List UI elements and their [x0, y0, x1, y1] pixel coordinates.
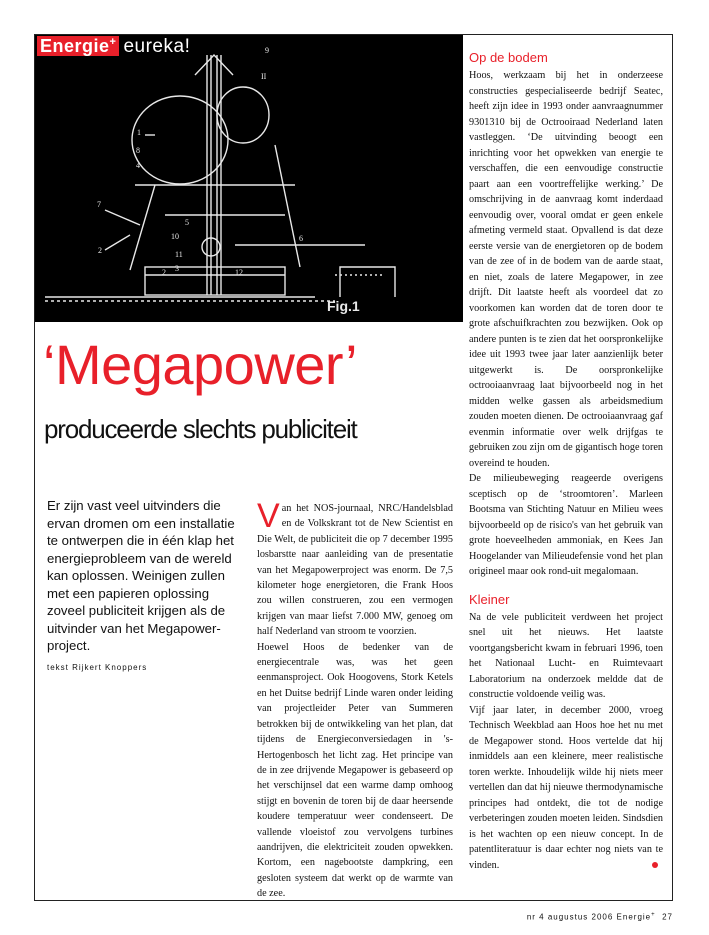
svg-text:2: 2	[98, 246, 102, 255]
patent-figure	[35, 35, 463, 322]
page-number: 27	[662, 912, 673, 922]
paragraph	[257, 497, 453, 640]
brand-logo	[37, 36, 119, 56]
page-footer	[527, 912, 673, 922]
section-label: eureka!	[123, 36, 191, 57]
paragraph: Vijf jaar later, in december 2000, vroeg Technisch Weekblad aan Hoos hoe het nu met de Megapower stond. Hoos vertelde dat hij inmiddels aan een kleinere, meer realistische toren werkte. Inhoudelijk wilde hij niets meer vertellen dan dat hij nieuwe thermodynamische principes had ontdekt, die tot de nodige verbeteringen zouden moeten leiden. Sindsdien is het wachten op een nieuw concept. In de patentliteratuur is daar echter nog niets van te vinden.	[469, 704, 663, 871]
footer-plus: +	[651, 912, 656, 918]
article-subtitle: produceerde slechts publiciteit	[44, 414, 357, 444]
brand-plus: +	[109, 36, 117, 48]
svg-text:8: 8	[136, 146, 140, 155]
svg-text:7: 7	[97, 200, 101, 209]
intro-paragraph: Er zijn vast veel uitvinders die ervan dromen om een installatie te ontwerpen die in één klap het energieprobleem van de wereld kan oplossen. Weinigen zullen met een papieren oplossing zoveel publiciteit krijgen als de uitvinder van het Megapower-project.	[47, 498, 235, 653]
section-heading: Kleiner	[469, 591, 510, 607]
svg-text:3: 3	[175, 264, 179, 273]
svg-text:11: 11	[175, 250, 183, 259]
patent-drawing	[35, 35, 463, 322]
svg-text:9: 9	[265, 46, 269, 55]
svg-text:10: 10	[171, 232, 179, 241]
article-title: ‘Megapower’	[43, 333, 358, 396]
paragraph-text: an het NOS-journaal, NRC/Handelsblad en de Volkskrant tot de New Scientist en Die Welt, de publiciteit die op 7 december 1995 losbarstte naar aanleiding van de presentatie van het Megapowerproject was enorm. De 7,5 kilometer hoge energietoren, die Frank Hoos zou willen construeren, zou een vermogen krijgen van maar liefst 7.000 MW, genoeg om half Nederland van stroom te voorzien.	[257, 503, 453, 638]
byline: tekst Rijkert Knoppers	[47, 663, 148, 672]
svg-text:2: 2	[162, 268, 166, 277]
section-heading: Op de bodem	[469, 50, 548, 65]
footer-issue: nr 4 augustus 2006 Energie	[526, 912, 652, 922]
svg-text:1: 1	[137, 128, 141, 137]
dropcap: V	[257, 497, 280, 535]
svg-text:12: 12	[235, 268, 243, 277]
svg-text:6: 6	[299, 234, 303, 243]
svg-text:II: II	[261, 72, 267, 81]
figure-caption: Fig.1	[327, 298, 360, 314]
masthead	[37, 36, 190, 58]
body-column-1	[257, 497, 453, 902]
paragraph: Hoewel Hoos de bedenker van de energiecentrale was, was het geen eenmansproject. Ook Hoogovens, Stork Ketels en het Duitse bedrijf Linde waren onder leiding van projectleider Peter van Summeren betrokken bij de ontwikkeling van het plan, dat tijdens de Energieconversiedagen in 's-Hertogenbosch het licht zag. Het principe van de in zee drijvende Megapower is gebaseerd op het verschijnsel dat een warme damp omhoog stijgt en bovenin de toren bij de daar heersende koudere temperatuur weer condenseert. De vallende vloeistof zou vervolgens turbines aandrijven, die elektriciteit zouden opwekken. Kortom, een nagebootste dampkring, een gesloten systeem dat werkt op de warmte van de zee.	[257, 641, 453, 900]
paragraph: Na de vele publiciteit verdween het project snel uit het nieuws. Het laatste voortgangsbericht kwam in februari 1996, toen het Nationaal Lucht- en Ruimtevaart Laboratorium na onderzoek meldde dat de constructie voldoende veilig was.	[469, 611, 663, 700]
body-column-2	[469, 50, 663, 873]
end-mark	[652, 862, 658, 868]
svg-text:4: 4	[136, 161, 140, 170]
paragraph: Hoos, werkzaam bij het in onderzeese constructies gespecialiseerde bedrijf Seatec, heeft zijn idee in 1993 onder aanvraagnummer 9301310 bij de Octrooiraad Nederland laten vastleggen. ‘De uitvinding beoogt een inrichting voor het opwekken van energie te verschaffen, die een eenvoudige constructie paart aan een voortreffelijke werking.’ De omschrijving in de aanvraag komt inderdaad eenvoudig over, vooral omdat er geen enkele afmeting vermeld staat. Opvallend is dat deze eerste versie van de energietoren op de bodem van de zee of in de bodem van de aarde staat, en niet, zoals de latere Megapower, in zee drijft. Dit laatste heeft als voordeel dat zo voorkomen kan worden dat de toren door te grote afschuifkrachten zou bezwijken. Ook op andere punten is te zien dat het oorspronkelijke idee uit 1993 twee jaar later aanzienlijk beter uitgewerkt is. De oorspronkelijke octrooiaanvraag laat bijvoorbeeld nog in het midden welke gassen als arbeidsmedium zouden moeten dienen. De octrooiaanvraag gaf evenmin informatie over welk drijfgas te gebruiken zou zijn om de gigantisch hoge toren overeind te houden.	[469, 70, 663, 469]
paragraph: De milieubeweging reageerde overigens sceptisch op de ‘stroomtoren’. Marleen Bootsma van Stichting Natuur en Milieu wees bijvoorbeeld op de risico's van het gebruik van grote hoeveelheden ammoniak, en Kees Jan Hoogelander van Milieudefensie vond het plan origineel maar ook rond-uit megalomaan.	[469, 473, 663, 577]
svg-text:5: 5	[185, 218, 189, 227]
brand-name: Energie	[40, 36, 110, 56]
